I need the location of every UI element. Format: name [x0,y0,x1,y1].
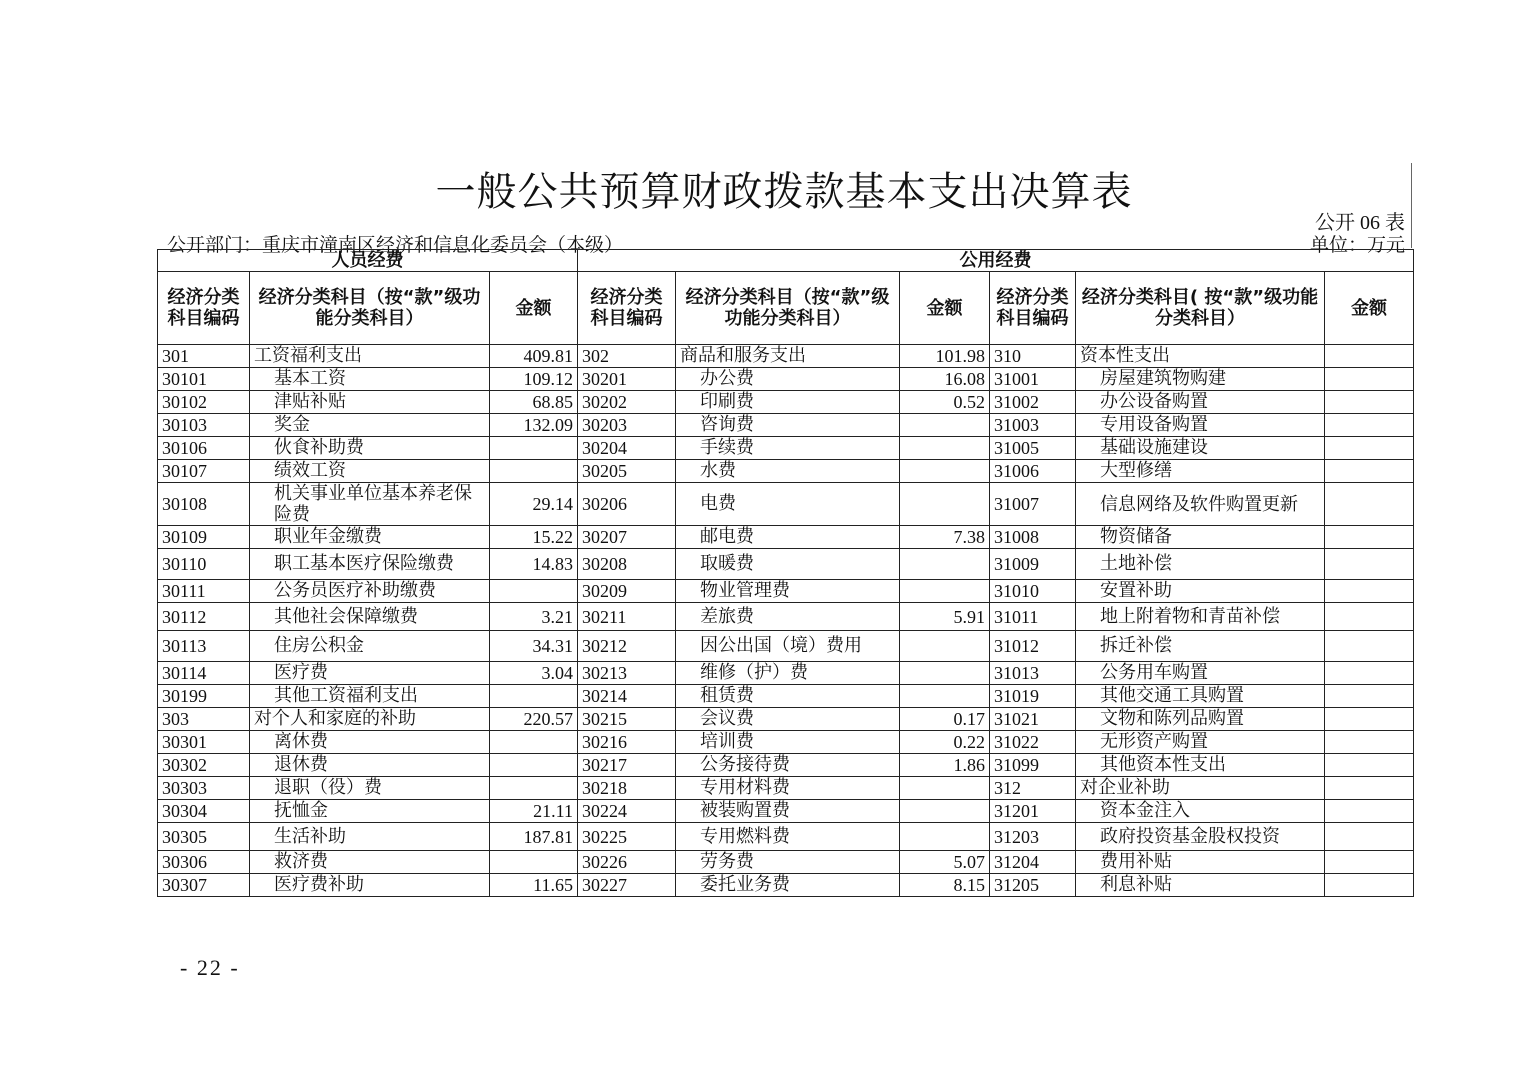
amount-cell [900,580,990,603]
code-cell: 303 [158,708,250,731]
code-cell: 30203 [578,414,676,437]
table-row [158,437,1414,460]
amount-cell [900,549,990,580]
code-cell: 30107 [158,460,250,483]
table-row [158,777,1414,800]
item-name-cell: 无形资产购置 [1076,731,1325,754]
amount-cell: 0.17 [900,708,990,731]
amount-cell [900,483,990,526]
code-cell: 31011 [990,603,1076,631]
item-name-cell: 拆迁补偿 [1076,631,1325,662]
header-name: 经济分类科目( 按“款”级功能分类科目） [1076,272,1325,345]
item-name-cell: 物资储备 [1076,526,1325,549]
item-name-cell: 离休费 [250,731,490,754]
table-row [158,851,1414,874]
amount-cell [490,731,578,754]
code-cell: 30307 [158,874,250,897]
table-row [158,345,1414,368]
amount-cell: 0.22 [900,731,990,754]
code-cell: 30114 [158,662,250,685]
table-row [158,631,1414,662]
code-cell: 30110 [158,549,250,580]
item-name-cell: 委托业务费 [676,874,900,897]
table-row [158,368,1414,391]
unit-label: 单位：万元 [1309,234,1405,256]
amount-cell [1325,391,1414,414]
amount-cell [900,631,990,662]
code-cell: 30303 [158,777,250,800]
table-row [158,874,1414,897]
code-cell: 31010 [990,580,1076,603]
item-name-cell: 其他社会保障缴费 [250,603,490,631]
amount-cell: 29.14 [490,483,578,526]
amount-cell [1325,777,1414,800]
item-name-cell: 其他交通工具购置 [1076,685,1325,708]
item-name-cell: 取暖费 [676,549,900,580]
item-name-cell: 对个人和家庭的补助 [250,708,490,731]
amount-cell: 132.09 [490,414,578,437]
item-name-cell: 基本工资 [250,368,490,391]
amount-cell: 16.08 [900,368,990,391]
amount-cell [900,662,990,685]
amount-cell [490,437,578,460]
item-name-cell: 政府投资基金股权投资 [1076,823,1325,851]
code-cell: 31005 [990,437,1076,460]
table-row [158,460,1414,483]
code-cell: 30209 [578,580,676,603]
code-cell: 30218 [578,777,676,800]
code-cell: 30301 [158,731,250,754]
amount-cell: 68.85 [490,391,578,414]
item-name-cell: 津贴补贴 [250,391,490,414]
table-row [158,603,1414,631]
code-cell: 31007 [990,483,1076,526]
code-cell: 30199 [158,685,250,708]
item-name-cell: 差旅费 [676,603,900,631]
amount-cell [1325,731,1414,754]
code-cell: 30305 [158,823,250,851]
table-row [158,391,1414,414]
header-amount: 金额 [1325,272,1414,345]
amount-cell [1325,437,1414,460]
amount-cell [1325,526,1414,549]
department-label: 公开部门：重庆市潼南区经济和信息化委员会（本级） [167,234,624,256]
item-name-cell: 文物和陈列品购置 [1076,708,1325,731]
item-name-cell: 机关事业单位基本养老保险费 [250,483,490,526]
item-name-cell: 因公出国（境）费用 [676,631,900,662]
amount-cell: 34.31 [490,631,578,662]
table-row [158,580,1414,603]
amount-cell [490,460,578,483]
item-name-cell: 伙食补助费 [250,437,490,460]
code-cell: 30207 [578,526,676,549]
code-cell: 30212 [578,631,676,662]
item-name-cell: 办公费 [676,368,900,391]
item-name-cell: 电费 [676,483,900,526]
item-name-cell: 物业管理费 [676,580,900,603]
item-name-cell: 印刷费 [676,391,900,414]
amount-cell [1325,823,1414,851]
amount-cell: 0.52 [900,391,990,414]
code-cell: 31012 [990,631,1076,662]
item-name-cell: 租赁费 [676,685,900,708]
code-cell: 30112 [158,603,250,631]
item-name-cell: 劳务费 [676,851,900,874]
amount-cell [1325,483,1414,526]
amount-cell: 15.22 [490,526,578,549]
table-row [158,483,1414,526]
amount-cell [1325,631,1414,662]
item-name-cell: 其他工资福利支出 [250,685,490,708]
code-cell: 30302 [158,754,250,777]
code-cell: 312 [990,777,1076,800]
amount-cell [1325,580,1414,603]
amount-cell: 8.15 [900,874,990,897]
amount-cell [900,685,990,708]
code-cell: 30306 [158,851,250,874]
table-row [158,754,1414,777]
code-cell: 30111 [158,580,250,603]
header-code: 经济分类科目编码 [578,272,676,345]
item-name-cell: 其他资本性支出 [1076,754,1325,777]
header-name: 经济分类科目（按“款”级功能分类科目） [676,272,900,345]
item-name-cell: 生活补助 [250,823,490,851]
amount-cell: 5.07 [900,851,990,874]
item-name-cell: 商品和服务支出 [676,345,900,368]
group-header-public: 公用经费 [578,250,1414,272]
amount-cell: 1.86 [900,754,990,777]
item-name-cell: 办公设备购置 [1076,391,1325,414]
table-row [158,549,1414,580]
group-header-personnel: 人员经费 [158,250,578,272]
amount-cell [900,437,990,460]
code-cell: 31203 [990,823,1076,851]
expenditure-table [157,249,1414,897]
page-title: 一般公共预算财政拨款基本支出决算表 [435,169,1133,215]
item-name-cell: 专用材料费 [676,777,900,800]
code-cell: 31013 [990,662,1076,685]
code-cell: 30226 [578,851,676,874]
item-name-cell: 职工基本医疗保险缴费 [250,549,490,580]
amount-cell: 3.04 [490,662,578,685]
item-name-cell: 地上附着物和青苗补偿 [1076,603,1325,631]
item-name-cell: 维修（护）费 [676,662,900,685]
item-name-cell: 手续费 [676,437,900,460]
amount-cell: 14.83 [490,549,578,580]
item-name-cell: 退休费 [250,754,490,777]
table-row [158,526,1414,549]
item-name-cell: 利息补贴 [1076,874,1325,897]
table-row [158,731,1414,754]
table-row [158,414,1414,437]
item-name-cell: 咨询费 [676,414,900,437]
item-name-cell: 基础设施建设 [1076,437,1325,460]
item-name-cell: 培训费 [676,731,900,754]
code-cell: 31204 [990,851,1076,874]
table-row [158,685,1414,708]
amount-cell [900,823,990,851]
amount-cell [1325,460,1414,483]
item-name-cell: 公务用车购置 [1076,662,1325,685]
table-row [158,662,1414,685]
item-name-cell: 公务接待费 [676,754,900,777]
item-name-cell: 费用补贴 [1076,851,1325,874]
item-name-cell: 医疗费 [250,662,490,685]
page-number: - 22 - [180,955,240,980]
code-cell: 30202 [578,391,676,414]
amount-cell [490,754,578,777]
item-name-cell: 工资福利支出 [250,345,490,368]
header-code: 经济分类科目编码 [990,272,1076,345]
code-cell: 30208 [578,549,676,580]
item-name-cell: 医疗费补助 [250,874,490,897]
amount-cell [1325,685,1414,708]
table-row [158,708,1414,731]
table-number: 公开 06 表 [1315,212,1405,234]
item-name-cell: 房屋建筑物购建 [1076,368,1325,391]
code-cell: 31009 [990,549,1076,580]
code-cell: 30101 [158,368,250,391]
amount-cell [1325,549,1414,580]
amount-cell: 21.11 [490,800,578,823]
item-name-cell: 大型修缮 [1076,460,1325,483]
code-cell: 30213 [578,662,676,685]
item-name-cell: 奖金 [250,414,490,437]
item-name-cell: 专用设备购置 [1076,414,1325,437]
amount-cell [490,851,578,874]
item-name-cell: 水费 [676,460,900,483]
code-cell: 30225 [578,823,676,851]
amount-cell [1325,368,1414,391]
amount-cell [1325,414,1414,437]
code-cell: 30204 [578,437,676,460]
code-cell: 30227 [578,874,676,897]
code-cell: 30211 [578,603,676,631]
item-name-cell: 资本性支出 [1076,345,1325,368]
item-name-cell: 抚恤金 [250,800,490,823]
amount-cell [900,460,990,483]
amount-cell: 3.21 [490,603,578,631]
item-name-cell: 住房公积金 [250,631,490,662]
item-name-cell: 土地补偿 [1076,549,1325,580]
item-name-cell: 公务员医疗补助缴费 [250,580,490,603]
code-cell: 30201 [578,368,676,391]
amount-cell [900,777,990,800]
item-name-cell: 被装购置费 [676,800,900,823]
code-cell: 30217 [578,754,676,777]
code-cell: 31201 [990,800,1076,823]
amount-cell [900,800,990,823]
code-cell: 301 [158,345,250,368]
item-name-cell: 退职（役）费 [250,777,490,800]
amount-cell: 187.81 [490,823,578,851]
code-cell: 30102 [158,391,250,414]
code-cell: 31008 [990,526,1076,549]
amount-cell: 409.81 [490,345,578,368]
code-cell: 30206 [578,483,676,526]
header-name: 经济分类科目（按“款”级功能分类科目） [250,272,490,345]
amount-cell [900,414,990,437]
item-name-cell: 救济费 [250,851,490,874]
code-cell: 31003 [990,414,1076,437]
amount-cell: 7.38 [900,526,990,549]
amount-cell: 101.98 [900,345,990,368]
code-cell: 31099 [990,754,1076,777]
code-cell: 31022 [990,731,1076,754]
code-cell: 310 [990,345,1076,368]
amount-cell [490,685,578,708]
header-amount: 金额 [900,272,990,345]
item-name-cell: 会议费 [676,708,900,731]
amount-cell [490,777,578,800]
code-cell: 30224 [578,800,676,823]
code-cell: 30304 [158,800,250,823]
item-name-cell: 对企业补助 [1076,777,1325,800]
item-name-cell: 职业年金缴费 [250,526,490,549]
item-name-cell: 安置补助 [1076,580,1325,603]
code-cell: 31002 [990,391,1076,414]
code-cell: 30214 [578,685,676,708]
code-cell: 30109 [158,526,250,549]
item-name-cell: 资本金注入 [1076,800,1325,823]
amount-cell [1325,754,1414,777]
amount-cell [1325,874,1414,897]
item-name-cell: 绩效工资 [250,460,490,483]
code-cell: 30113 [158,631,250,662]
table-row [158,823,1414,851]
table-body [158,345,1414,897]
amount-cell [1325,345,1414,368]
code-cell: 30205 [578,460,676,483]
amount-cell [1325,800,1414,823]
amount-cell: 5.91 [900,603,990,631]
code-cell: 30106 [158,437,250,460]
header-code: 经济分类科目编码 [158,272,250,345]
amount-cell [490,580,578,603]
item-name-cell: 邮电费 [676,526,900,549]
header-amount: 金额 [490,272,578,345]
code-cell: 31019 [990,685,1076,708]
code-cell: 30103 [158,414,250,437]
code-cell: 30108 [158,483,250,526]
amount-cell [1325,708,1414,731]
table-row [158,800,1414,823]
amount-cell: 109.12 [490,368,578,391]
amount-cell [1325,603,1414,631]
code-cell: 31006 [990,460,1076,483]
amount-cell: 11.65 [490,874,578,897]
code-cell: 31001 [990,368,1076,391]
code-cell: 30215 [578,708,676,731]
amount-cell [1325,662,1414,685]
amount-cell: 220.57 [490,708,578,731]
code-cell: 30216 [578,731,676,754]
code-cell: 31021 [990,708,1076,731]
item-name-cell: 专用燃料费 [676,823,900,851]
code-cell: 31205 [990,874,1076,897]
amount-cell [1325,851,1414,874]
code-cell: 302 [578,345,676,368]
item-name-cell: 信息网络及软件购置更新 [1076,483,1325,526]
